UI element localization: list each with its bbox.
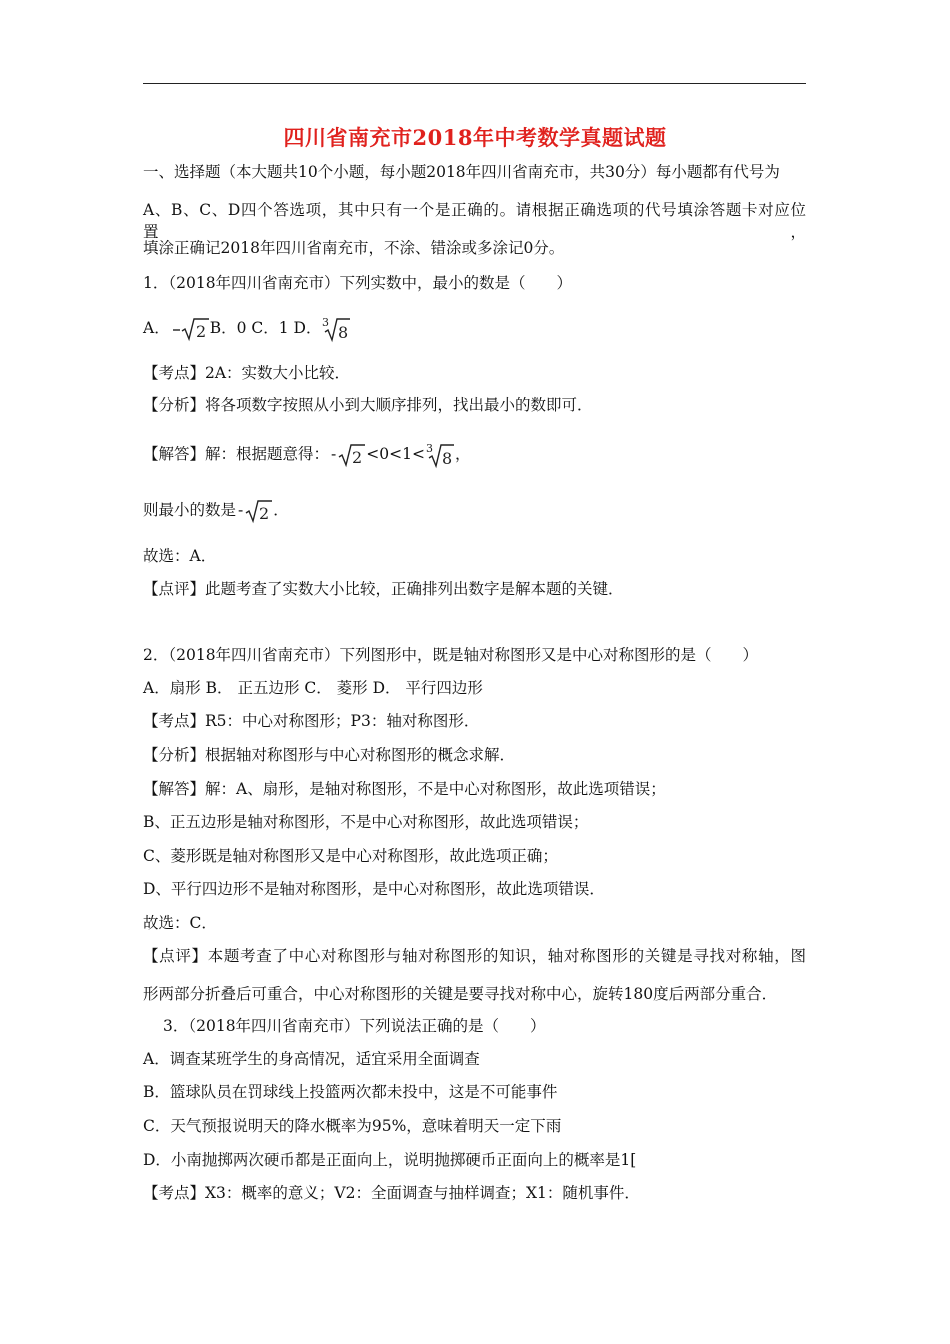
q3-option-c: C．天气预报说明天的降水概率为95%，意味着明天一定下雨 (143, 1117, 562, 1135)
page-title: 四川省南充市2018年中考数学真题试题 (283, 125, 667, 150)
q1-conclusion (143, 498, 289, 524)
q3-option-b: B．篮球队员在罚球线上投篮两次都未投中，这是不可能事件 (143, 1083, 558, 1101)
q2-jieda: 【解答】解：A、扇形，是轴对称图形，不是中心对称图形，故此选项错误； (143, 780, 666, 798)
header-rule (143, 83, 806, 84)
section-intro-line-3: 填涂正确记2018年四川省南充市，不涂、错涂或多涂记0分。 (143, 239, 565, 257)
svg-text:8: 8 (441, 449, 453, 468)
svg-text:2: 2 (352, 448, 363, 467)
section-intro-line-1: 一、选择题（本大题共10个小题，每小题2018年四川省南充市，共30分）每小题都有代号为 (143, 163, 780, 181)
svg-text:2: 2 (259, 504, 270, 523)
q2-fenxi: 【分析】根据轴对称图形与中心对称图形的概念求解． (143, 746, 516, 764)
sqrt2-formula-2 (245, 498, 273, 524)
q1-conclusion-end: ． (273, 501, 289, 519)
svg-text:8: 8 (338, 323, 349, 342)
q2-option-c-analysis: C、菱形既是轴对称图形又是中心对称图形，故此选项正确； (143, 847, 558, 865)
q1-option-a-prefix: A． (143, 319, 170, 337)
q2-choice: 故选：C． (143, 914, 217, 932)
q2-dianping-line-1: 【点评】本题考查了中心对称图形与轴对称图形的知识，轴对称图形的关键是寻找对称轴，图 (143, 947, 806, 965)
section-intro-line-2: A、B、C、D四个答选项，其中只有一个是正确的。请根据正确选项的代号填涂答题卡对应位置， (143, 201, 806, 241)
q1-jieda-minus: - (331, 445, 337, 463)
q1-dianping: 【点评】此题考查了实数大小比较，正确排列出数字是解本题的关键． (143, 580, 624, 598)
q2-kaodian: 【考点】R5：中心对称图形；P3：轴对称图形． (143, 712, 480, 730)
q1-options (143, 315, 351, 343)
q3-option-a: A．调查某班学生的身高情况，适宜采用全面调查 (143, 1050, 480, 1068)
q1-choice: 故选：A． (143, 547, 217, 565)
q1-options-bcd: B．0 C．1 D． (209, 319, 322, 337)
cbrt8-formula (321, 315, 351, 343)
q3-stem: 3．（2018年四川省南充市）下列说法正确的是（ ） (163, 1017, 546, 1035)
cbrt8-formula-2 (425, 441, 455, 469)
q2-options: A．扇形 B． 正五边形 C． 菱形 D． 平行四边形 (143, 679, 483, 697)
q1-conclusion-prefix: 则最小的数是 (143, 501, 237, 519)
q1-fenxi: 【分析】将各项数字按照从小到大顺序排列，找出最小的数即可． (143, 396, 593, 414)
q1-jieda-prefix: 【解答】解：根据题意得： (143, 445, 330, 463)
q2-dianping-line-2: 形两部分折叠后可重合，中心对称图形的关键是要寻找对称中心，旋转180度后两部分重合． (143, 985, 778, 1003)
neg-sqrt2-formula (170, 316, 210, 342)
svg-text:2: 2 (195, 322, 206, 341)
q1-stem: 1．（2018年四川省南充市）下列实数中，最小的数是（ ） (143, 274, 573, 292)
q1-kaodian: 【考点】2A：实数大小比较． (143, 364, 351, 382)
svg-text:3: 3 (425, 442, 433, 455)
q1-conclusion-minus: - (238, 501, 244, 519)
q3-kaodian: 【考点】X3：概率的意义；V2：全面调查与抽样调查；X1：随机事件． (143, 1184, 640, 1202)
q2-option-b-analysis: B、正五边形是轴对称图形，不是中心对称图形，故此选项错误； (143, 813, 589, 831)
q1-jieda (143, 441, 470, 469)
q1-jieda-inequality: <0<1< (366, 445, 425, 463)
sqrt2-formula (338, 442, 366, 468)
q1-jieda-end: ， (454, 445, 471, 463)
q3-option-d: D．小南抛掷两次硬币都是正面向上，说明抛掷硬币正面向上的概率是1[ (143, 1151, 637, 1169)
q2-option-d-analysis: D、平行四边形不是轴对称图形，是中心对称图形，故此选项错误． (143, 880, 605, 898)
svg-text:3: 3 (322, 316, 330, 329)
q2-stem: 2．（2018年四川省南充市）下列图形中，既是轴对称图形又是中心对称图形的是（ ） (143, 646, 759, 664)
